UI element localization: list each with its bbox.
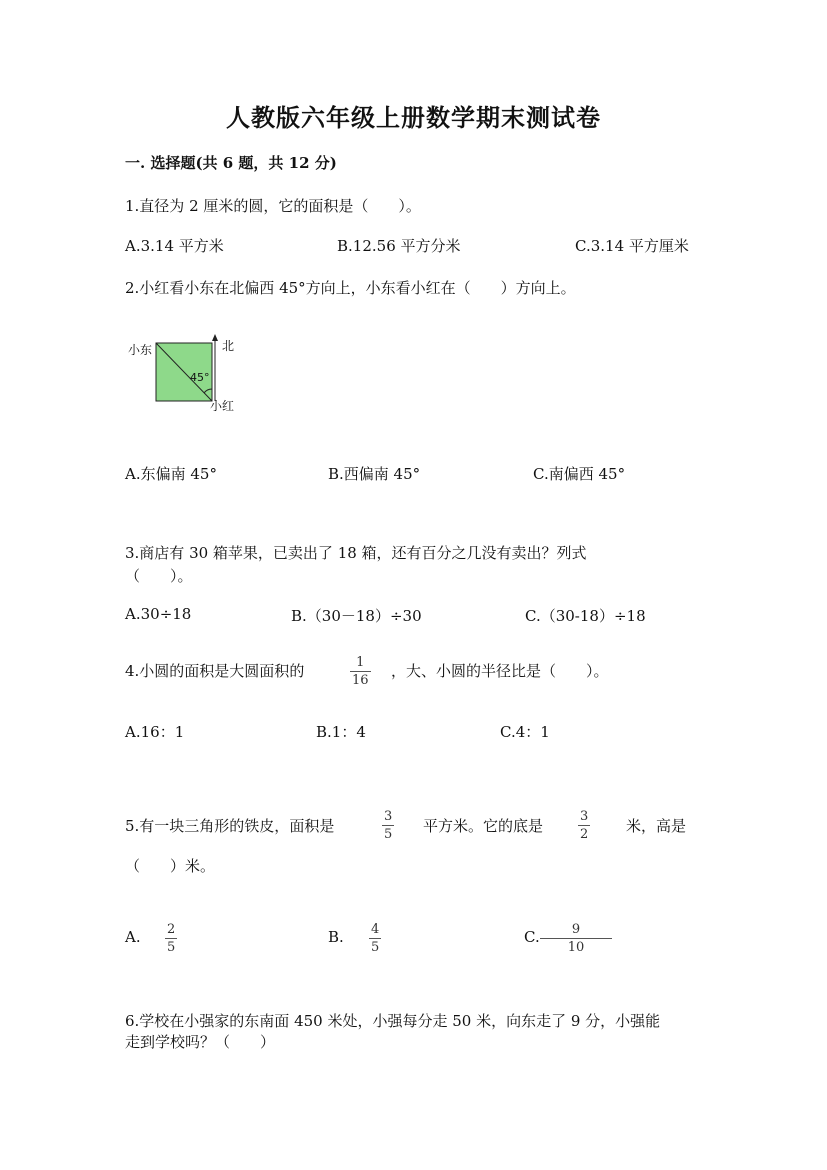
fraction-denominator: 5 bbox=[384, 827, 393, 842]
question-2-option-c[interactable]: C.南偏西 45° bbox=[533, 465, 626, 483]
fraction-numerator: 2 bbox=[167, 922, 176, 937]
question-5-option-c[interactable]: C. bbox=[524, 928, 540, 946]
question-4-text-before: 4.小圆的面积是大圆面积的 bbox=[125, 662, 305, 680]
question-4-option-a[interactable]: A.16：1 bbox=[125, 723, 185, 741]
fraction-denominator: 16 bbox=[352, 673, 369, 688]
fraction-denominator: 5 bbox=[371, 940, 380, 955]
angle-label: 45° bbox=[190, 371, 210, 384]
question-1-option-a[interactable]: A.3.14 平方米 bbox=[125, 237, 224, 255]
question-4-text-after: ，大、小圆的半径比是（ ）。 bbox=[391, 662, 609, 680]
question-4-option-b[interactable]: B.1：4 bbox=[316, 723, 366, 741]
question-5-option-b[interactable]: B. bbox=[328, 928, 344, 946]
question-3-option-b[interactable]: B.（30－18）÷30 bbox=[291, 607, 422, 625]
label-xiaohong: 小红 bbox=[210, 399, 235, 413]
fraction-denominator: 5 bbox=[167, 940, 176, 955]
question-5-text-before: 5.有一块三角形的铁皮，面积是 bbox=[125, 817, 335, 835]
question-3-option-a[interactable]: A.30÷18 bbox=[125, 605, 192, 623]
label-xiaodong: 小东 bbox=[128, 343, 153, 357]
question-5-fraction-1 bbox=[382, 810, 394, 841]
north-arrow-icon bbox=[212, 334, 218, 341]
question-5-fraction-2 bbox=[578, 810, 590, 841]
question-4-fraction bbox=[350, 656, 371, 687]
question-1-option-c[interactable]: C.3.14 平方厘米 bbox=[575, 237, 689, 255]
label-north: 北 bbox=[222, 339, 235, 353]
question-5-text-after: 米，高是 bbox=[626, 817, 687, 835]
question-3-text-line1: 3.商店有 30 箱苹果，已卖出了 18 箱，还有百分之几没有卖出？列式 bbox=[125, 544, 587, 562]
question-5-option-b-fraction bbox=[369, 923, 381, 954]
question-5-option-a-fraction bbox=[165, 923, 177, 954]
section-heading: 一. 选择题(共 6 题，共 12 分) bbox=[125, 154, 337, 172]
question-2-option-a[interactable]: A.东偏南 45° bbox=[125, 465, 217, 483]
question-4-option-c[interactable]: C.4：1 bbox=[500, 723, 550, 741]
page-title: 人教版六年级上册数学期末测试卷 bbox=[226, 103, 601, 132]
question-5-option-c-fraction bbox=[540, 923, 612, 954]
fraction-denominator: 2 bbox=[580, 827, 589, 842]
question-3-text-line2: （ ）。 bbox=[125, 567, 193, 585]
direction-diagram bbox=[120, 330, 250, 420]
question-5-option-a[interactable]: A. bbox=[125, 928, 141, 946]
fraction-numerator: 3 bbox=[384, 809, 393, 824]
question-6-text-line1: 6.学校在小强家的东南面 450 米处，小强每分走 50 米，向东走了 9 分，小强能 bbox=[125, 1012, 661, 1030]
fraction-numerator: 3 bbox=[580, 809, 589, 824]
fraction-denominator: 10 bbox=[540, 938, 612, 954]
question-6-text-line2: 走到学校吗？（ ） bbox=[125, 1033, 276, 1051]
question-1-option-b[interactable]: B.12.56 平方分米 bbox=[337, 237, 461, 255]
fraction-numerator: 4 bbox=[371, 922, 380, 937]
fraction-numerator: 9 bbox=[571, 922, 581, 937]
question-5-text-mid: 平方米。它的底是 bbox=[423, 817, 544, 835]
question-2-option-b[interactable]: B.西偏南 45° bbox=[328, 465, 421, 483]
fraction-numerator: 1 bbox=[356, 655, 365, 670]
question-1-text: 1.直径为 2 厘米的圆，它的面积是（ ）。 bbox=[125, 197, 421, 215]
question-2-text: 2.小红看小东在北偏西 45°方向上，小东看小红在（ ）方向上。 bbox=[125, 279, 576, 297]
question-3-option-c[interactable]: C.（30-18）÷18 bbox=[525, 607, 646, 625]
question-5-text-line2: （ ）米。 bbox=[125, 857, 216, 875]
